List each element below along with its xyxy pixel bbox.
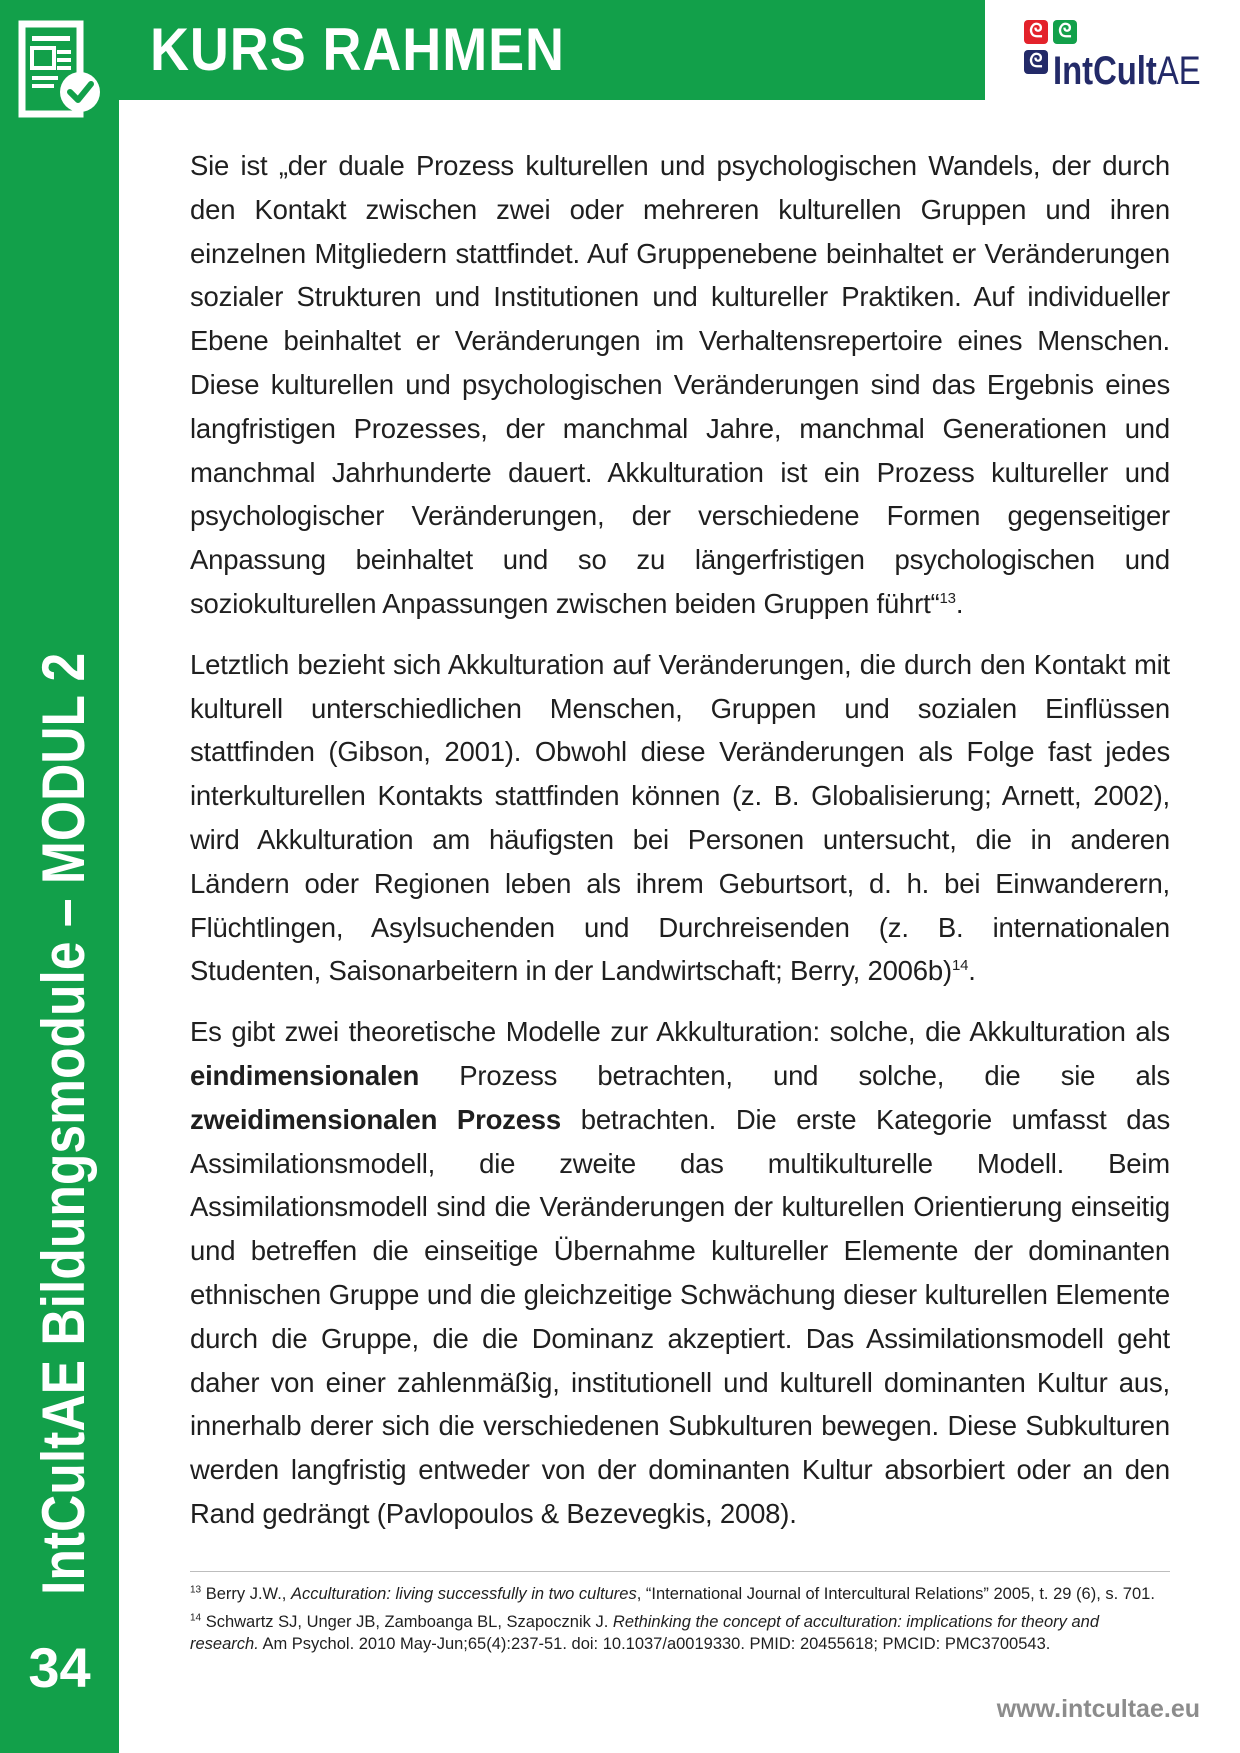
bold-term-eindimensional: eindimensionalen bbox=[190, 1059, 420, 1091]
logo-face-icon: ᘓ bbox=[1029, 51, 1043, 72]
intcultae-logo bbox=[1024, 20, 1224, 93]
paragraph-3: Es gibt zwei theoretische Modelle zur Akkulturation: solche, die Akkulturation als eindimensionalen Prozess betrachten, und solche, die sie als zweidimensionalen Prozess betrachten. Die erste Kategorie umfasst das Assimilationsmodell, die zweite das multikulturelle Modell. Beim Assimilationsmodell sind die Veränderungen der kulturellen Orientierung einseitig und betreffen die einseitige Übernahme kultureller Elemente der dominanten ethnischen Gruppe und die gleichzeitige Schwächung dieser kulturellen Elemente durch die Gruppe, die die Dominanz akzeptiert. Das Assimilationsmodell geht daher von einer zahlenmäßig, institutionell und kulturell dominanten Kultur aus, innerhalb derer sich die verschiedenen Subkulturen bewegen. Diese Subkulturen werden langfristig entweder von der dominanten Kultur absorbiert oder an den Rand gedrängt (Pavlopoulos & Bezevegkis, 2008). bbox=[190, 1016, 1171, 1529]
footnotes bbox=[190, 1583, 1170, 1661]
logo-green-square bbox=[1053, 20, 1077, 44]
logo-blue-square bbox=[1024, 50, 1048, 74]
website-link[interactable]: www.intcultae.eu bbox=[996, 1695, 1200, 1723]
bold-term-zweidimensional: zweidimensionalen Prozess bbox=[190, 1103, 562, 1135]
paragraph-1: Sie ist „der duale Prozess kulturellen und psychologischen Wandels, der durch den Kontakt zwischen zwei oder mehreren kulturellen Gruppen und ihren einzelnen Mitgliedern stattfindet. Auf Gruppenebene beinhaltet er Veränderungen sozialer Strukturen und Institutionen und kultureller Praktiken. Auf individueller Ebene beinhaltet er Veränderungen im Verhaltensrepertoire eines Menschen. Diese kulturellen und psychologischen Veränderungen sind das Ergebnis eines langfristigen Prozesses, der manchmal Jahre, manchmal Generationen und manchmal Jahrhunderte dauert. Akkulturation ist ein Prozess kultureller und psychologischer Veränderungen, der verschiedene Formen gegenseitiger Anpassung beinhaltet und so zu längerfristigen psychologischen und soziokulturellen Anpassungen zwischen beiden Gruppen führt“$^{13}$. bbox=[190, 150, 1170, 619]
footnote-13: $^{13}$ Berry J.W., Acculturation: living successfully in two cultures, “International Journal of Intercultural Relations” 2005, t. 29 (6), s. 701. bbox=[190, 1584, 1155, 1603]
main-content bbox=[190, 144, 1170, 1553]
logo-red-square bbox=[1024, 20, 1048, 44]
logo-text: IntCultAE bbox=[1053, 49, 1201, 93]
sidebar bbox=[0, 0, 119, 1753]
logo-face-icon: ᘓ bbox=[1058, 21, 1072, 42]
footnote-ref-13[interactable]: 13 bbox=[939, 589, 956, 607]
page-title: KURS RAHMEN bbox=[150, 16, 565, 83]
footnote-ref-14[interactable]: 14 bbox=[951, 957, 969, 975]
checklist-document-icon bbox=[18, 18, 104, 130]
footnote-14: $^{14}$ Schwartz SJ, Unger JB, Zamboanga BL, Szapocznik J. Rethinking the concept of acculturation: implications for theory and research. Am Psychol. 2010 May-Jun;65(4):237-51. doi: 10.1037/a0019330. PMID: 20455618; PMCID: PMC3700543. bbox=[190, 1612, 1100, 1653]
page-number: 34 bbox=[28, 1636, 91, 1699]
logo-face-icon: ᘓ bbox=[1029, 21, 1043, 42]
footnote-divider bbox=[190, 1571, 1170, 1572]
sidebar-vertical-title: IntCultAE Bildungsmodule – MODUL 2 bbox=[30, 652, 97, 1595]
paragraph-2: Letztlich bezieht sich Akkulturation auf Veränderungen, die durch den Kontakt mit kulturell unterschiedlichen Menschen, Gruppen und sozialen Einflüssen stattfinden (Gibson, 2001). Obwohl diese Veränderungen als Folge fast jedes interkulturellen Kontakts stattfinden können (z. B. Globalisierung; Arnett, 2002), wird Akkulturation am häufigsten bei Personen untersucht, die in anderen Ländern oder Regionen leben als ihrem Geburtsort, d. h. bei Einwanderern, Flüchtlingen, Asylsuchenden und Durchreisenden (z. B. internationalen Studenten, Saisonarbeitern in der Landwirtschaft; Berry, 2006b)$^{14}$. bbox=[190, 648, 1170, 987]
